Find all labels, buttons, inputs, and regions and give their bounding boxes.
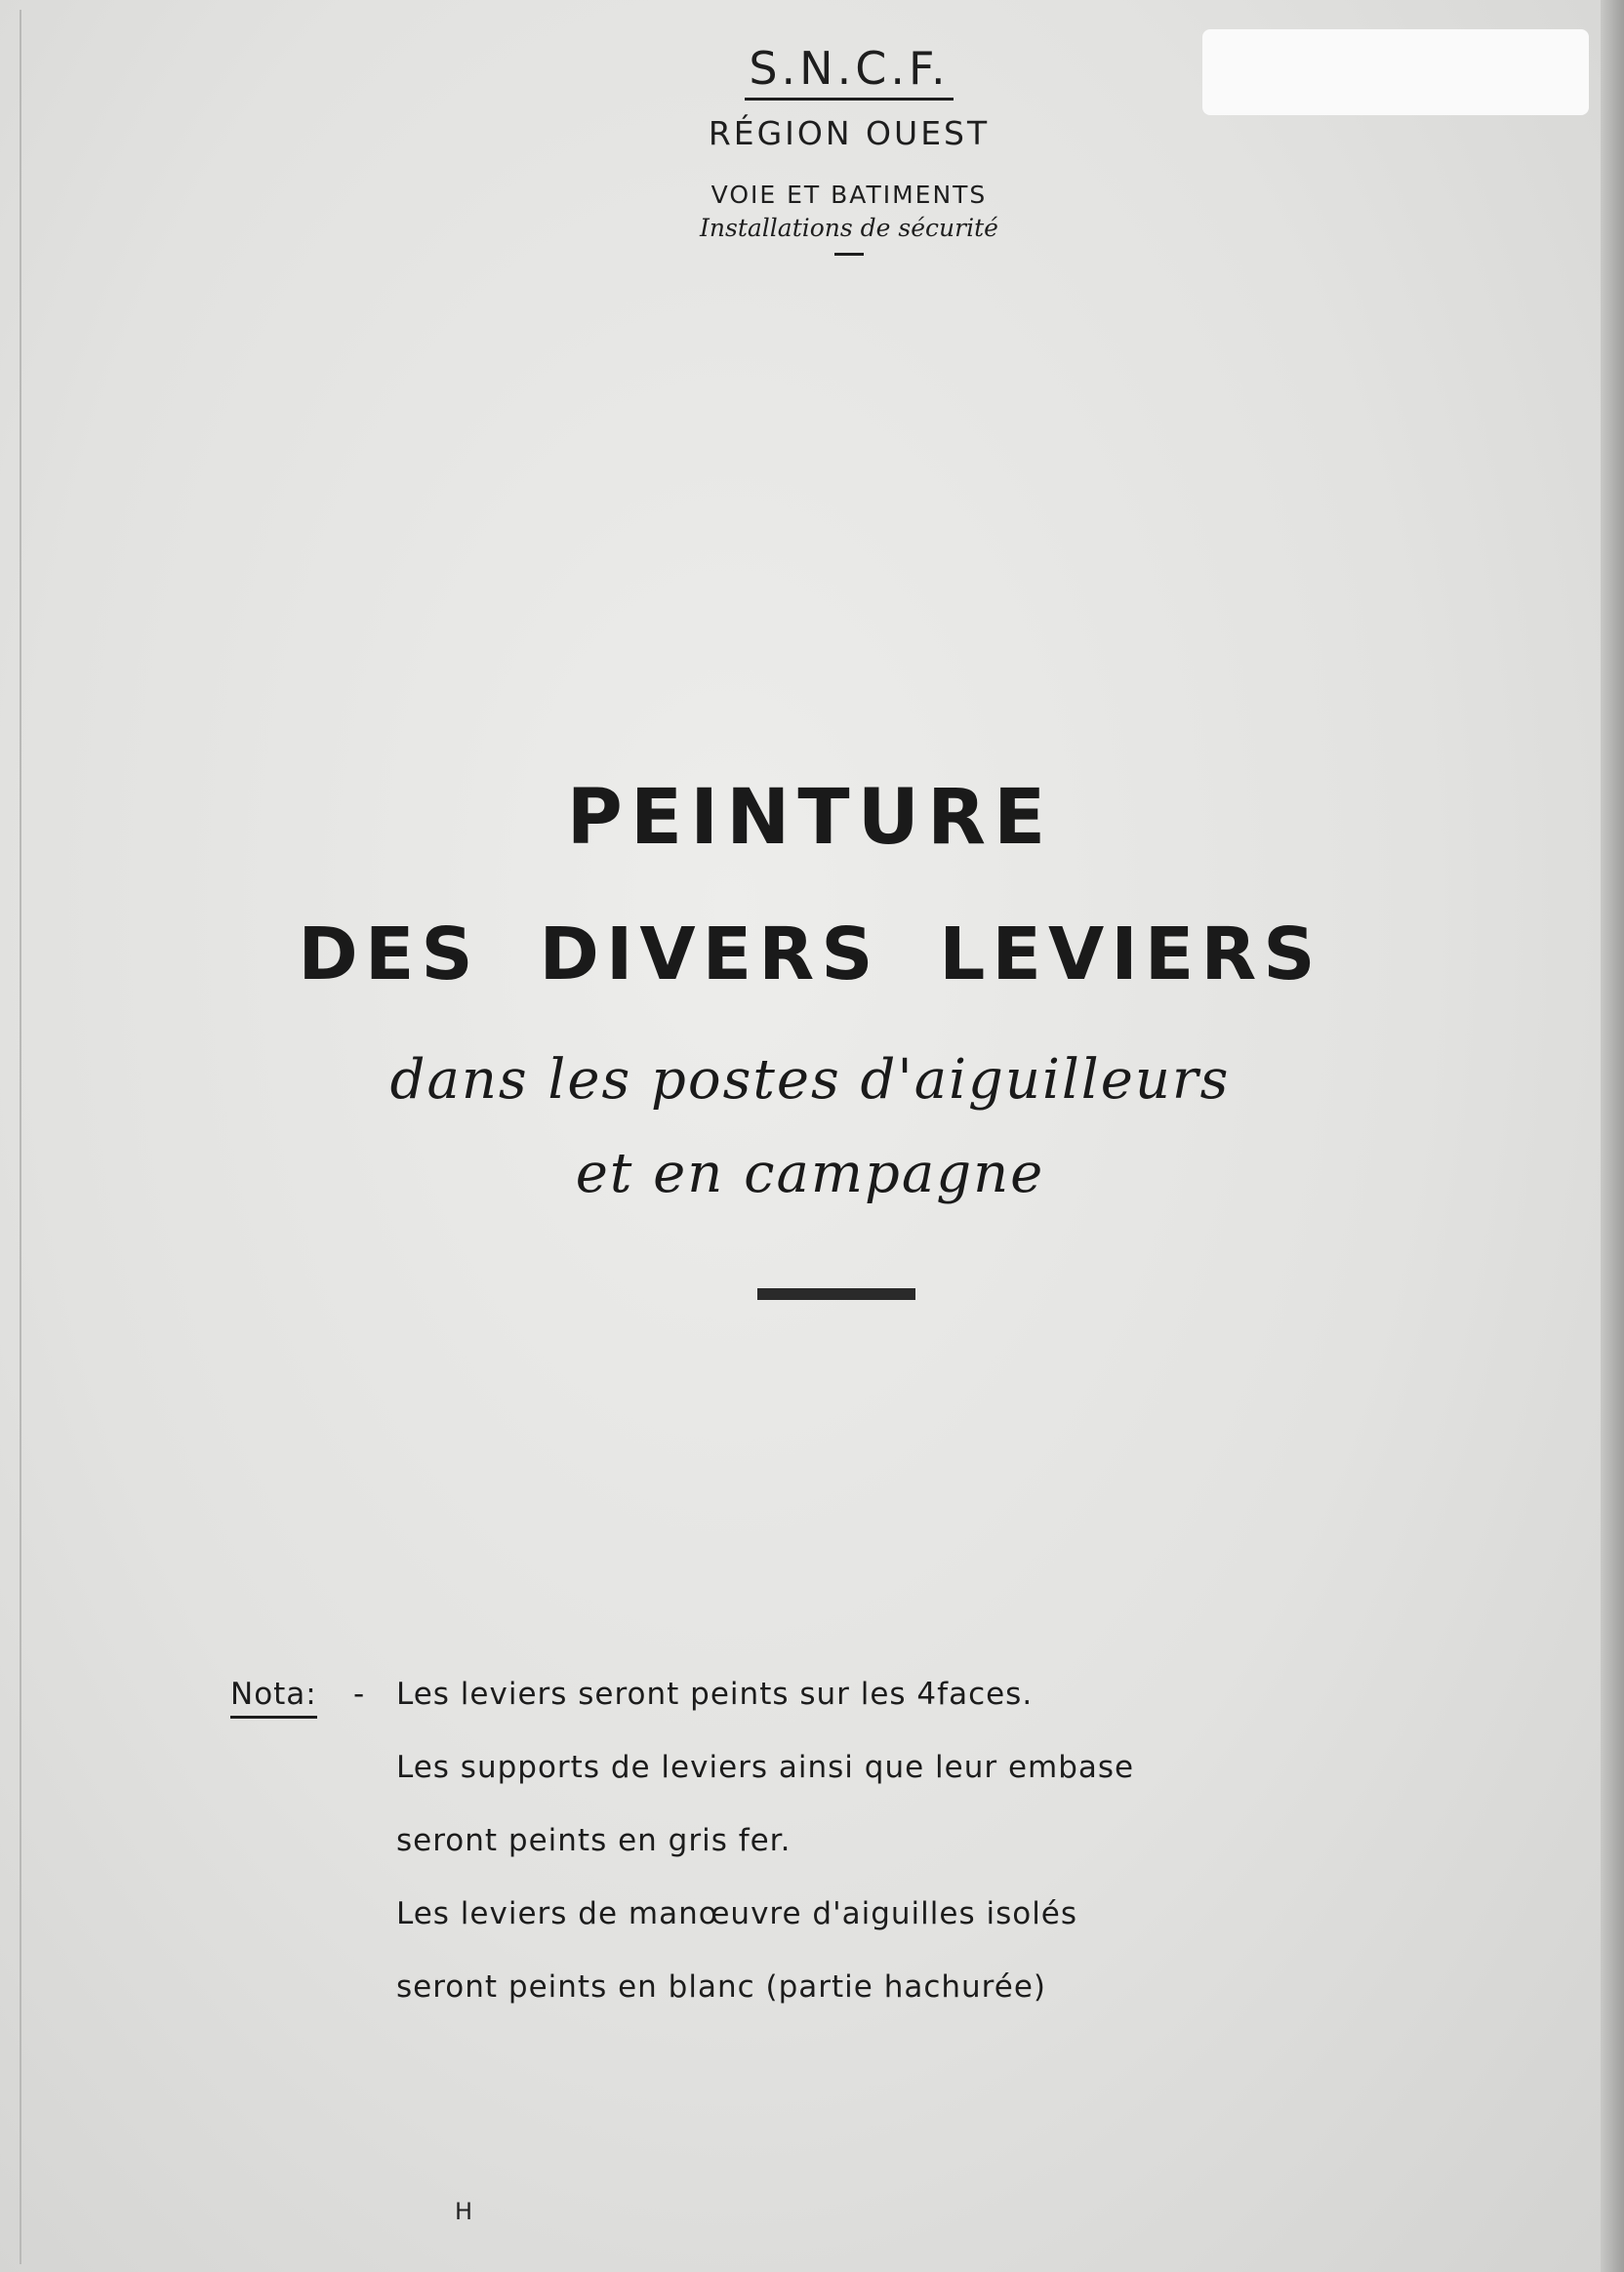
page-left-edge [20,10,21,2264]
footer-mark: H [455,2198,473,2225]
subdepartment-name: Installations de sécurité [700,214,998,242]
subtitle-line-2: et en campagne [575,1142,1045,1205]
nota-label: Nota: [230,1675,317,1719]
title-underline-rule [757,1288,915,1300]
note-line: seront peints en blanc (partie hachurée) [396,1969,1046,2005]
nota-dash: - [353,1677,366,1712]
letterhead-rule [834,253,864,256]
subtitle-line-1: dans les postes d'aiguilleurs [389,1048,1231,1112]
note-line: seront peints en gris fer. [396,1823,792,1858]
document-subtitle [254,1046,1366,1208]
organization-name: S.N.C.F. [745,41,953,101]
title-line-2: DES DIVERS LEVIERS [298,913,1322,996]
letterhead [634,41,1064,256]
region-name: RÉGION OUEST [708,114,991,152]
note-lines [396,1675,1401,2041]
note-line: Les leviers de manœuvre d'aiguilles isolés [396,1896,1078,1931]
title-line-1: PEINTURE [566,774,1054,862]
redaction-patch [1202,29,1589,115]
note-line: Les leviers seront peints sur les 4faces. [396,1677,1034,1712]
note-line: Les supports de leviers ainsi que leur embase [396,1750,1135,1785]
department-name: VOIE ET BATIMENTS [710,181,988,209]
document-title [156,771,1464,999]
page-right-edge [1601,0,1624,2272]
